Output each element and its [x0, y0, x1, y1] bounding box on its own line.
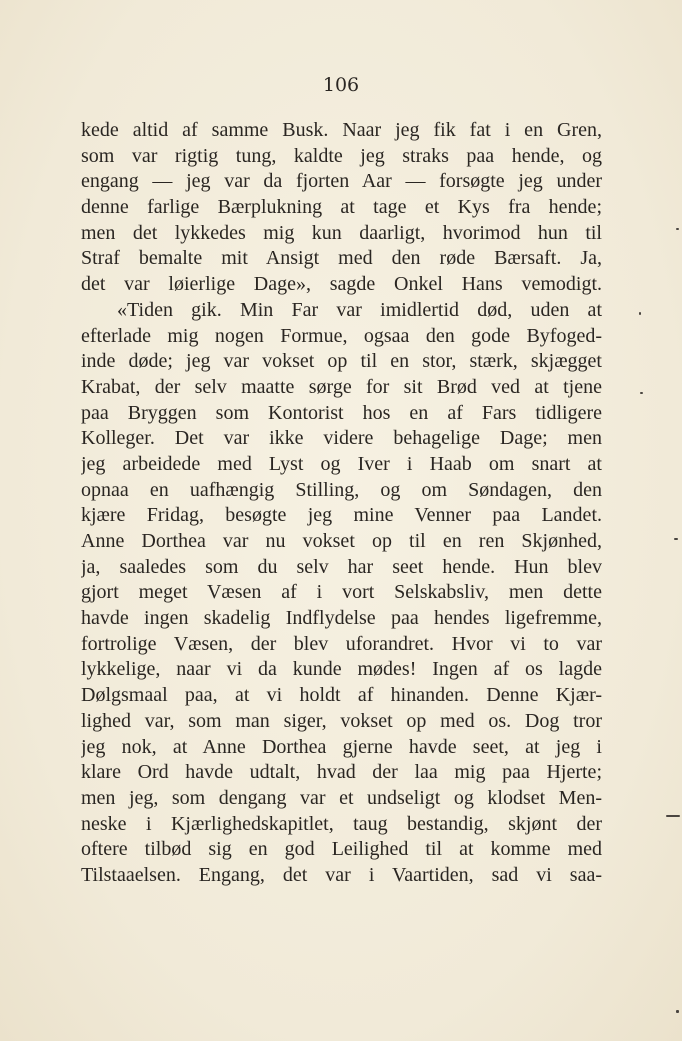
text-line: «Tiden gik. Min Far var imidlertid død, uden at [117, 298, 602, 321]
margin-speck [676, 228, 679, 230]
text-line: Kolleger. Det var ikke videre behagelige Dage; men [81, 427, 602, 450]
text-line: men det lykkedes mig kun daarligt, hvorimod hun til [81, 221, 602, 244]
margin-speck [639, 312, 641, 315]
text-line: neske i Kjærlighedskapitlet, taug bestandig, skjønt der [81, 812, 602, 835]
text-line: kjære Fridag, besøgte jeg mine Venner paa Landet. [81, 504, 602, 527]
text-line: efterlade mig nogen Formue, ogsaa den gode Byfoged- [81, 324, 602, 347]
text-line: det var løierlige Dage», sagde Onkel Hans vemodigt. [81, 273, 602, 296]
text-line: oftere tilbød sig en god Leilighed til at komme med [81, 838, 602, 861]
text-line: Tilstaaelsen. Engang, det var i Vaartiden, sad vi saa- [81, 863, 602, 886]
margin-speck [674, 538, 678, 540]
text-line: gjort meget Væsen af i vort Selskabsliv, men dette [81, 581, 602, 604]
text-line: ja, saaledes som du selv har seet hende. Hun blev [81, 555, 602, 578]
text-line: jeg arbeidede med Lyst og Iver i Haab om snart at [81, 452, 602, 475]
text-line: som var rigtig tung, kaldte jeg straks paa hende, og [81, 144, 602, 167]
margin-speck [676, 1010, 679, 1013]
margin-speck [640, 392, 643, 394]
text-line: paa Bryggen som Kontorist hos en af Fars tidligere [81, 401, 602, 424]
text-line: klare Ord havde udtalt, hvad der laa mig paa Hjerte; [81, 761, 602, 784]
text-line: opnaa en uafhængig Stilling, og om Søndagen, den [81, 478, 602, 501]
text-line: inde døde; jeg var vokset op til en stor, stærk, skjægget [81, 350, 602, 373]
body-text [81, 118, 602, 889]
text-line: Dølgsmaal paa, at vi holdt af hinanden. Denne Kjær- [81, 684, 602, 707]
text-line: Anne Dorthea var nu vokset op til en ren Skjønhed, [81, 530, 602, 552]
text-line: jeg nok, at Anne Dorthea gjerne havde seet, at jeg i [81, 735, 602, 758]
text-line: fortrolige Væsen, der blev uforandret. Hvor vi to var [81, 632, 602, 655]
text-line: lykkelige, naar vi da kunde mødes! Ingen af os lagde [81, 658, 602, 681]
text-line: kede altid af samme Busk. Naar jeg fik fat i en Gren, [81, 119, 602, 141]
text-line: denne farlige Bærplukning at tage et Kys fra hende; [81, 196, 602, 219]
margin-speck [666, 815, 680, 817]
text-line: men jeg, som dengang var et undseligt og klodset Men- [81, 786, 602, 809]
text-line: engang — jeg var da fjorten Aar — forsøgte jeg under [81, 170, 602, 193]
text-line: lighed var, som man siger, vokset op med os. Dog tror [81, 709, 602, 732]
page-number: 106 [322, 74, 360, 96]
text-line: Krabat, der selv maatte sørge for sit Brød ved at tjene [81, 375, 602, 398]
text-line: havde ingen skadelig Indflydelse paa hendes ligefremme, [81, 607, 602, 630]
text-line: Straf bemalte mit Ansigt med den røde Bærsaft. Ja, [81, 247, 602, 270]
